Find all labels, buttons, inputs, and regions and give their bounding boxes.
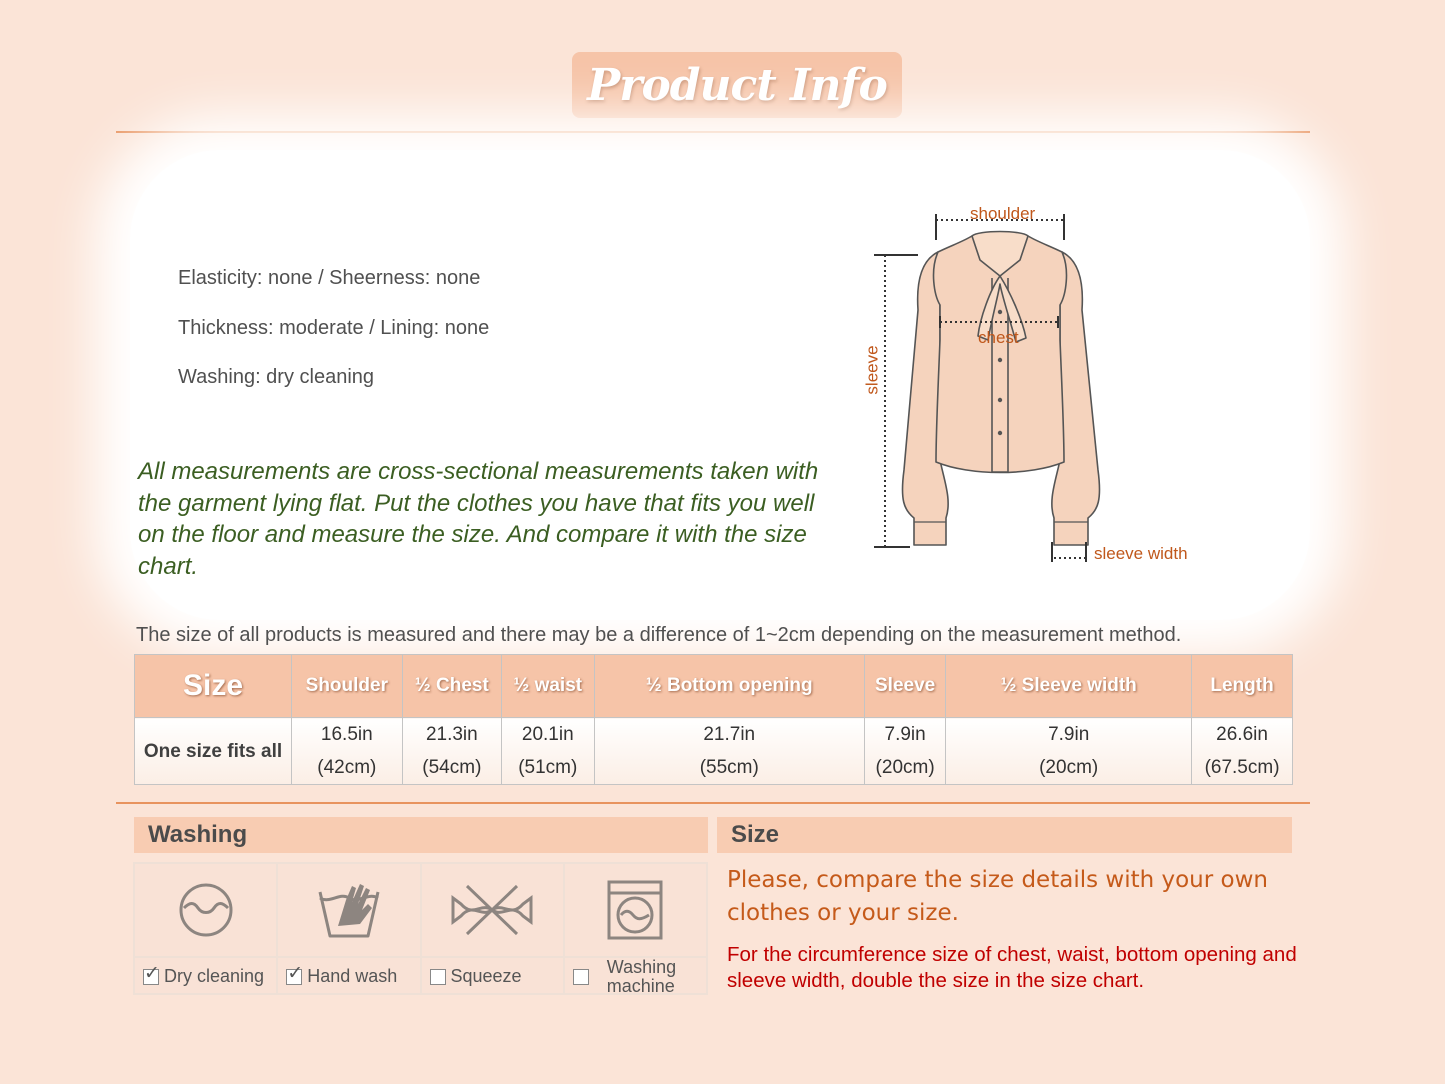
page-title: Product Info bbox=[587, 59, 887, 111]
measurement-disclaimer: The size of all products is measured and there may be a difference of 1~2cm depending on the measurement method. bbox=[136, 624, 1182, 646]
hand-wash-checkbox bbox=[286, 969, 302, 985]
hand-wash-icon bbox=[316, 880, 382, 940]
label-shoulder: shoulder bbox=[970, 204, 1036, 223]
cell-sleeve: 7.9in (20cm) bbox=[864, 718, 945, 785]
cell-half-sleeve-width: 7.9in (20cm) bbox=[946, 718, 1192, 785]
size-circumference-note: For the circumference size of chest, waist, bottom opening and sleeve width, double the size in the size chart. bbox=[727, 943, 1297, 992]
cell-half-chest: 21.3in (54cm) bbox=[402, 718, 501, 785]
spec-thickness: Thickness: moderate / Lining: none bbox=[178, 317, 490, 339]
size-heading: Size bbox=[717, 817, 1292, 853]
washing-machine-label: Washing machine bbox=[606, 956, 677, 996]
table-header-row bbox=[135, 655, 1293, 718]
top-divider bbox=[116, 131, 1310, 133]
header-half-waist: ½ waist bbox=[502, 655, 594, 718]
washing-heading: Washing bbox=[134, 817, 708, 853]
washing-grid bbox=[133, 862, 708, 995]
spec-washing: Washing: dry cleaning bbox=[178, 366, 375, 388]
blouse-diagram bbox=[860, 200, 1220, 570]
blouse-illustration bbox=[860, 200, 1220, 570]
row-label: One size fits all bbox=[135, 718, 292, 785]
size-chart-table bbox=[134, 654, 1293, 785]
header-size: Size bbox=[135, 655, 292, 718]
title-banner bbox=[572, 52, 902, 118]
label-chest: chest bbox=[978, 328, 1019, 347]
label-sleeve: sleeve bbox=[862, 345, 882, 395]
wash-option-hand-wash bbox=[278, 864, 421, 993]
header-shoulder: Shoulder bbox=[292, 655, 403, 718]
table-row bbox=[135, 718, 1293, 785]
header-half-chest: ½ Chest bbox=[402, 655, 501, 718]
label-sleeve-width: sleeve width bbox=[1094, 544, 1188, 563]
measurement-note: All measurements are cross-sectional measurements taken with the garment lying flat. Put the clothes you have that fits you well on the floor and measure the size. And compare it with the size chart. bbox=[138, 458, 819, 580]
wash-option-washing-machine bbox=[565, 864, 706, 996]
no-wring-icon bbox=[449, 882, 535, 938]
hand-wash-label: Hand wash bbox=[307, 966, 398, 986]
dry-cleaning-label: Dry cleaning bbox=[164, 966, 265, 986]
wash-option-squeeze bbox=[422, 864, 565, 993]
spec-elasticity: Elasticity: none / Sheerness: none bbox=[178, 267, 481, 289]
header-length: Length bbox=[1192, 655, 1293, 718]
squeeze-label: Squeeze bbox=[450, 966, 522, 986]
dry-cleaning-icon bbox=[176, 880, 236, 940]
size-compare-note: Please, compare the size details with your own clothes or your size. bbox=[727, 867, 1268, 926]
washing-machine-icon bbox=[605, 879, 665, 941]
dry-cleaning-checkbox bbox=[143, 969, 159, 985]
cell-half-bottom-opening: 21.7in (55cm) bbox=[594, 718, 864, 785]
header-half-bottom-opening: ½ Bottom opening bbox=[594, 655, 864, 718]
header-sleeve: Sleeve bbox=[864, 655, 945, 718]
cell-length: 26.6in (67.5cm) bbox=[1192, 718, 1293, 785]
squeeze-checkbox bbox=[430, 969, 446, 985]
wash-option-dry-cleaning bbox=[135, 864, 278, 993]
cell-half-waist: 20.1in (51cm) bbox=[502, 718, 594, 785]
bottom-divider bbox=[116, 802, 1310, 804]
cell-shoulder: 16.5in (42cm) bbox=[292, 718, 403, 785]
washing-machine-checkbox bbox=[573, 969, 589, 985]
header-half-sleeve-width: ½ Sleeve width bbox=[946, 655, 1192, 718]
